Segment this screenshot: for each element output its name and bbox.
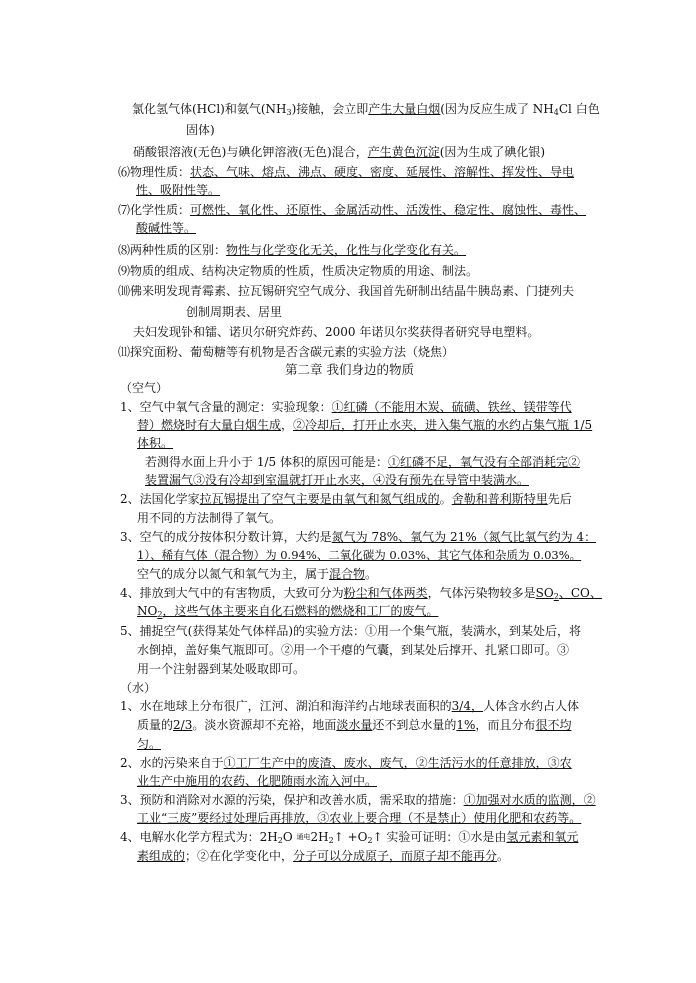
text-line: 1、空气中氧气含量的测定：实验现象：①红磷（不能用木炭、硫磺、铁丝、镁带等代 — [120, 400, 572, 414]
text-line: 氯化氢气体(HCl)和氨气$(NH_3)$接触，会立即产生大量白烟(因为反应生成了 $NH_4Cl$ 白色 — [132, 102, 600, 117]
text-line: 3、预防和消除对水源的污染，保护和改善水质，需采取的措施：①加强对水质的监测，② — [120, 793, 596, 807]
text-line: 装置漏气③没有冷却到室温就打开止水夹，④没有预先在导管中装满水。 — [145, 473, 530, 487]
text-line: 2、水的污染来自于①工厂生产中的废渣、废水、废气，②生活污水的任意排放，③农 — [120, 756, 572, 770]
text-line: 替）燃烧时有大量白烟生成，②冷却后，打开止水夹，进入集气瓶的水约占集气瓶 1/5 — [137, 418, 593, 432]
text-line: 体积。 — [137, 436, 174, 450]
section-heading-water: （水） — [120, 681, 157, 695]
text-line: 业生产中施用的农药、化肥随雨水流入河中。 — [137, 774, 378, 788]
text-line: 用不同的方法制得了氧气。 — [137, 511, 282, 525]
text-line: 硝酸银溶液(无色)与碘化钾溶液(无色)混合，产生黄色沉淀(因为生成了碘化银) — [133, 145, 546, 159]
text-line: 质量的2/3。淡水资源却不充裕，地面淡水量还不到总水量的1%，而且分布很不均 — [137, 718, 572, 732]
text-line: 工业“三废”要经过处理后再排放，③农业上要合理（不是禁止）使用化肥和农药等。 — [137, 811, 582, 825]
text-line: 素组成的；②在化学变化中，分子可以分成原子，而原子却不能再分。 — [137, 849, 510, 863]
text-line: 固体) — [186, 123, 215, 137]
text-line: 4、排放到大气中的有害物质，大致可分为粉尘和气体两类，气体污染物较多是$SO_2$、CO、 — [120, 586, 602, 601]
text-line: 用一个注射器到某处吸取即可。 — [137, 662, 306, 676]
text-line: 若测得水面上升小于 1/5 体积的原因可能是：①红磷不足，氧气没有全部消耗完② — [145, 455, 580, 469]
text-line: ⑻两种性质的区别：物性与化学变化无关，化性与化学变化有关。 — [118, 243, 467, 257]
text-line: 空气的成分以氮气和氧气为主，属于混合物。 — [137, 567, 378, 581]
text-line: 夫妇发现钋和镭、诺贝尔研究炸药、2000 年诺贝尔奖获得者研究导电塑料。 — [133, 325, 540, 339]
text-line: 1）、稀有气体（混合物）为 0.94%、二氧化碳为 0.03%、其它气体和杂质为 0.03%。 — [137, 548, 582, 562]
text-line: 创制周期表、居里 — [186, 305, 283, 319]
text-line: 酸碱性等。 — [136, 221, 197, 235]
text-line: ⑺化学性质：可燃性、氧化性、还原性、金属活动性、活泼性、稳定性、腐蚀性、毒性、 — [118, 203, 587, 217]
chapter-title: 第二章 我们身边的物质 — [285, 362, 414, 377]
text-line: 3、空气的成分按体积分数计算，大约是氮气为 78%、氧气为 21%（氮气比氧气约为 4： — [120, 530, 597, 544]
text-line: 4、电解水化学方程式为：$2H_2O$ 通电$2H_2↑$ $+O_2↑$ 实验可证明：①水是由氢元素和氧元 — [120, 830, 579, 845]
text-line: ⑼物质的组成、结构决定物质的性质，性质决定物质的用途、制法。 — [118, 264, 479, 278]
text-line: 5、捕捉空气(获得某处气体样品)的实验方法：①用一个集气瓶，装满水，到某处后，将 — [120, 624, 582, 638]
text-line: 1、水在地球上分布很广，江河、湖泊和海洋约占地球表面积的3/4，人体含水约占人体 — [120, 699, 579, 713]
text-line: 2、法国化学家拉瓦锡提出了空气主要是由氧气和氮气组成的。舍勒和普利斯特里先后 — [120, 492, 572, 506]
text-line: ⑽佛来明发现青霉素、拉瓦锡研究空气成分、我国首先研制出结晶牛胰岛素、门捷列夫 — [118, 284, 575, 298]
text-line: ⑾探究面粉、葡萄糖等有机物是否含碳元素的实验方法（烧焦） — [118, 345, 455, 359]
text-line: ⑹物理性质：状态、气味、熔点、沸点、硬度、密度、延展性、溶解性、挥发性、导电 — [118, 165, 575, 179]
text-line: 水倒掉，盖好集气瓶即可。②用一个干瘪的气囊，到某处后撑开、扎紧口即可。③ — [137, 643, 570, 657]
text-line: 匀。 — [137, 737, 162, 751]
text-line: $NO_2$，这些气体主要来自化石燃料的燃烧和工厂的废气。 — [137, 604, 439, 619]
section-heading-air: （空气） — [120, 381, 169, 395]
text-line: 性、吸附性等。 — [136, 183, 221, 197]
